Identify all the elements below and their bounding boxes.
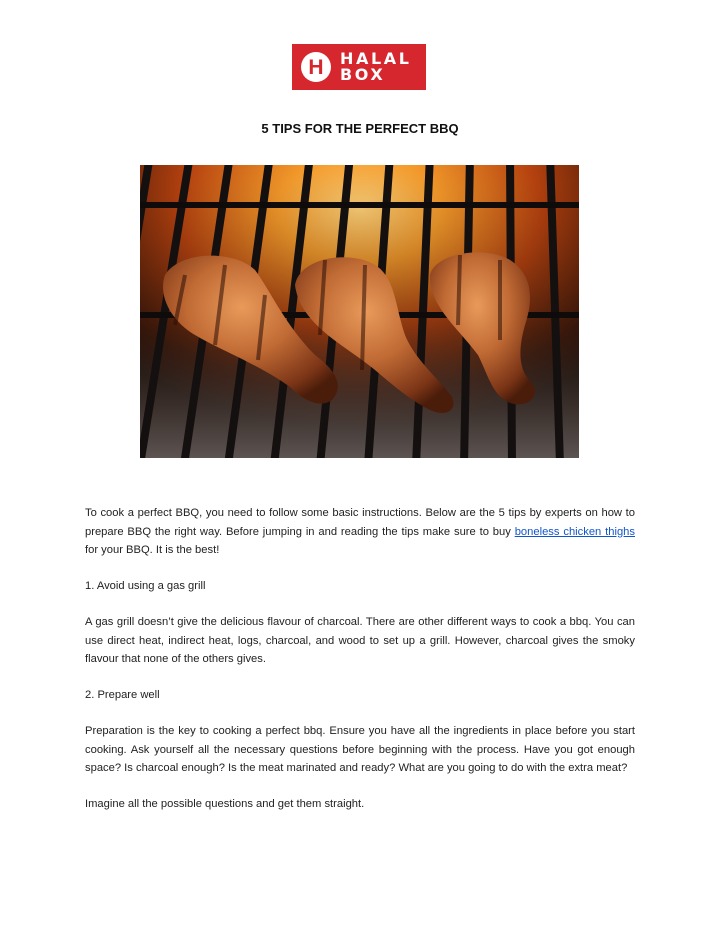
intro-text: To cook a perfect BBQ, you need to follow some basic instructions. Below are the 5 tips by experts on how to prepare BBQ the right way. Before jumping in and reading the tips make sure to buy (85, 507, 635, 538)
tip-2-paragraph: Preparation is the key to cooking a perfect bbq. Ensure you have all the ingredients in place before you start cooking. Ask yourself all the necessary questions before beginning with the process. Have you got enough space? Is charcoal enough? Is the meat marinated and ready? What are you going to do with the extra meat? (85, 725, 635, 774)
halal-box-logo (292, 44, 426, 90)
page-title: 5 TIPS FOR THE PERFECT BBQ (261, 121, 459, 136)
article-body (85, 504, 635, 814)
hero-image (140, 165, 579, 458)
logo-wordmark (340, 51, 412, 83)
tip-2-heading: 2. Prepare well (85, 689, 160, 701)
logo-mark-icon (301, 52, 331, 82)
closing-paragraph: Imagine all the possible questions and get them straight. (85, 798, 365, 810)
tip-1-heading: 1. Avoid using a gas grill (85, 580, 206, 592)
boneless-chicken-thighs-link[interactable]: boneless chicken thighs (514, 525, 635, 538)
intro-text-end: for your BBQ. It is the best! (85, 544, 220, 556)
logo-line-1: HALAL (340, 49, 412, 68)
intro-paragraph (85, 504, 635, 560)
logo-mark-letter: H (308, 55, 324, 79)
tip-1-paragraph: A gas grill doesn’t give the delicious flavour of charcoal. There are other different ways to cook a bbq. You can use direct heat, indirect heat, logs, charcoal, and wood to set up a grill. However, charcoal gives the smoky flavour that none of the others gives. (85, 616, 635, 665)
logo-line-2: BOX (340, 65, 386, 84)
